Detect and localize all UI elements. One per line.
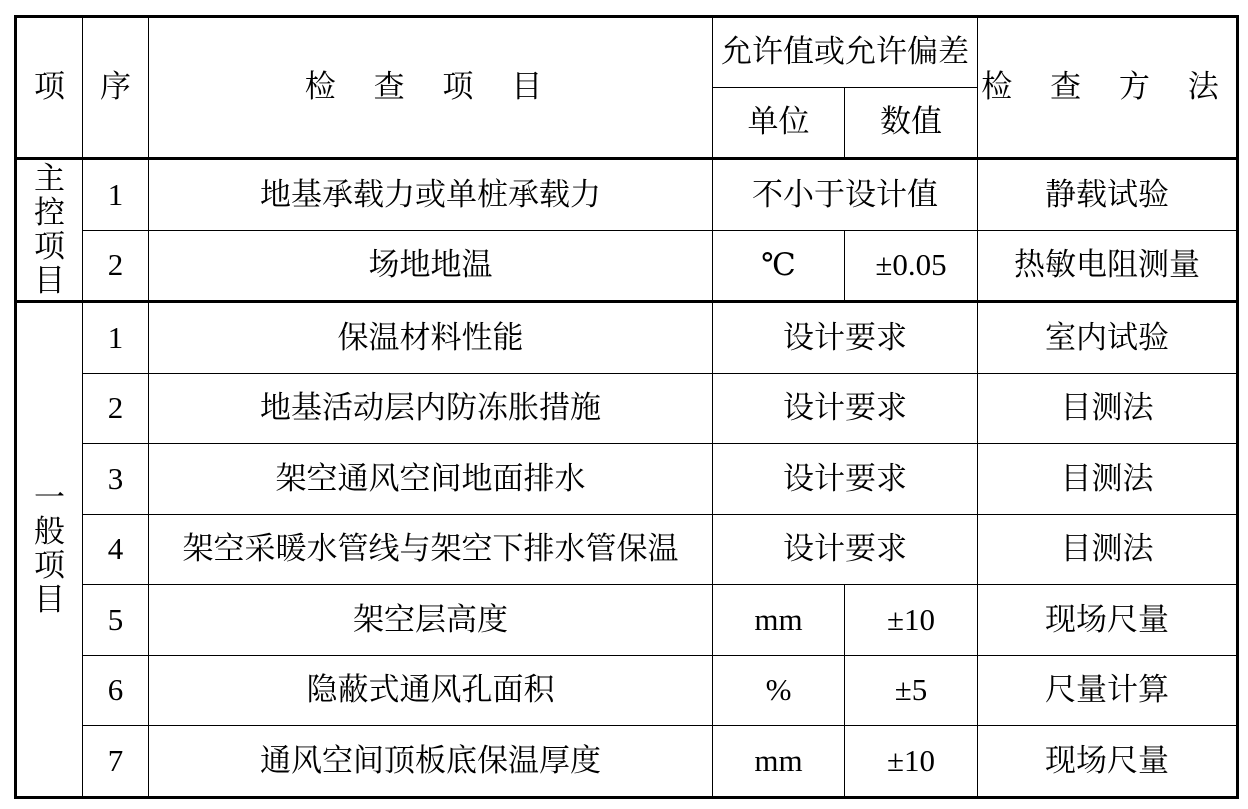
table-row [16,230,1238,302]
row-unit: ℃ [713,230,845,302]
table-row [16,514,1238,585]
table-row [16,585,1238,656]
row-value: ±5 [845,655,978,726]
header-item: 项 [16,17,83,159]
row-item: 隐蔽式通风孔面积 [149,655,713,726]
row-item: 地基活动层内防冻胀措施 [149,373,713,444]
row-method: 尺量计算 [978,655,1238,726]
header-unit: 单位 [713,88,845,159]
row-method: 目测法 [978,373,1238,444]
inspection-table [14,15,1239,799]
row-unit: % [713,655,845,726]
row-allowed: 设计要求 [713,444,978,515]
row-seq: 3 [83,444,149,515]
row-item: 架空通风空间地面排水 [149,444,713,515]
row-unit: mm [713,585,845,656]
header-row-1 [16,17,1238,88]
row-seq: 2 [83,373,149,444]
table-row [16,302,1238,374]
header-allowed: 允许值或允许偏差 [713,17,978,88]
group-label-main-control: 主 控 项 目 [16,159,83,302]
row-item: 通风空间顶板底保温厚度 [149,726,713,798]
row-seq: 7 [83,726,149,798]
row-method: 现场尺量 [978,726,1238,798]
row-method: 静载试验 [978,159,1238,231]
table-row [16,655,1238,726]
row-allowed: 设计要求 [713,373,978,444]
table-row [16,373,1238,444]
row-allowed: 设计要求 [713,302,978,374]
table-row [16,444,1238,515]
row-value: ±10 [845,585,978,656]
row-item: 保温材料性能 [149,302,713,374]
row-seq: 2 [83,230,149,302]
row-seq: 1 [83,302,149,374]
table-row [16,726,1238,798]
row-method: 目测法 [978,514,1238,585]
table-row [16,159,1238,231]
row-method: 现场尺量 [978,585,1238,656]
row-item: 架空采暖水管线与架空下排水管保温 [149,514,713,585]
row-item: 地基承载力或单桩承载力 [149,159,713,231]
row-method: 室内试验 [978,302,1238,374]
header-method: 检 查 方 法 [978,17,1238,159]
row-item: 架空层高度 [149,585,713,656]
row-unit: mm [713,726,845,798]
header-seq: 序 [83,17,149,159]
row-item: 场地地温 [149,230,713,302]
row-value: ±0.05 [845,230,978,302]
row-seq: 1 [83,159,149,231]
group-label-general: 一 般 项 目 [16,302,83,798]
row-method: 目测法 [978,444,1238,515]
row-value: ±10 [845,726,978,798]
header-check-item: 检 查 项 目 [149,17,713,159]
row-seq: 5 [83,585,149,656]
row-method: 热敏电阻测量 [978,230,1238,302]
row-seq: 4 [83,514,149,585]
row-allowed: 设计要求 [713,514,978,585]
row-seq: 6 [83,655,149,726]
header-value: 数值 [845,88,978,159]
row-allowed: 不小于设计值 [713,159,978,231]
